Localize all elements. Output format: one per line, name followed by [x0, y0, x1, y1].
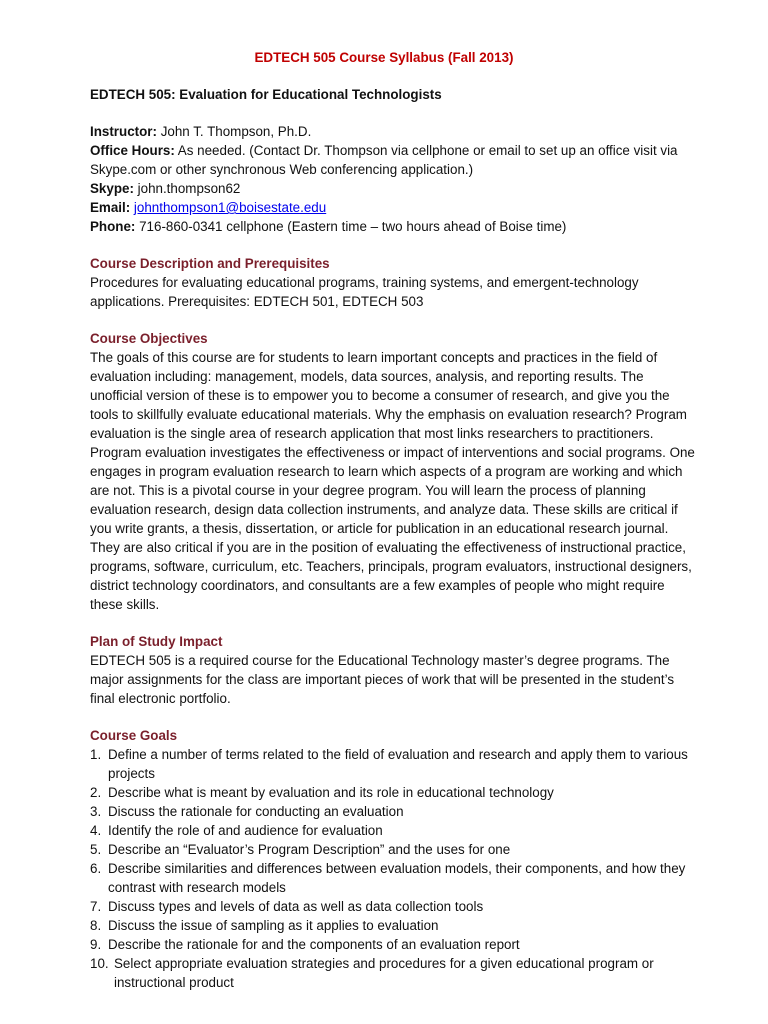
course-goals-list	[90, 745, 698, 992]
list-item	[90, 935, 698, 954]
list-item	[90, 859, 698, 897]
list-item	[90, 916, 698, 935]
instructor-info	[90, 122, 698, 236]
list-item	[90, 954, 698, 992]
course-title: EDTECH 505: Evaluation for Educational Technologists	[90, 87, 442, 102]
list-item-text: Identify the role of and audience for evaluation	[108, 823, 383, 838]
list-item	[90, 783, 698, 802]
document-title: EDTECH 505 Course Syllabus (Fall 2013)	[254, 50, 514, 65]
list-item-number: 9.	[90, 937, 102, 952]
skype-label: Skype:	[90, 181, 134, 196]
course-description-section	[90, 254, 698, 311]
office-hours-row	[90, 141, 698, 179]
phone-value: 716-860-0341 cellphone (Eastern time – two hours ahead of Boise time)	[135, 219, 567, 234]
list-item	[90, 840, 698, 859]
plan-of-study-section	[90, 632, 698, 708]
course-description-heading: Course Description and Prerequisites	[90, 256, 330, 271]
list-item-number: 6.	[90, 861, 102, 876]
list-item-number: 1.	[90, 747, 102, 762]
course-objectives-body: The goals of this course are for students to learn important concepts and practices in the field of evaluation including: management, models, data sources, analysis, and reporting results. The unofficial version of these is to empower you to become a consumer of research, and give you the tools to skillfully evaluate educational materials. Why the emphasis on evaluation research? Program evaluation is the single area of research application that most links researchers to practitioners. Program evaluation investigates the effectiveness or impact of interventions and social programs. One engages in program evaluation research to learn which aspects of a program are working and which are not. This is a pivotal course in your degree program. You will learn the process of planning evaluation research, design data collection instruments, and analyze data. These skills are critical if you write grants, a thesis, dissertation, or article for publication in an educational research journal. They are also critical if you are in the position of evaluating the effectiveness of instructional practice, programs, software, curriculum, etc. Teachers, principals, program evaluators, instructional designers, district technology coordinators, and consultants are a few examples of people who might require these skills.	[90, 350, 695, 612]
office-hours-value: As needed. (Contact Dr. Thompson via cellphone or email to set up an office visit via Skype.com or other synchronous Web conferencing application.)	[90, 143, 678, 177]
skype-row	[90, 179, 698, 198]
email-label: Email:	[90, 200, 131, 215]
email-row	[90, 198, 698, 217]
list-item	[90, 821, 698, 840]
instructor-label: Instructor:	[90, 124, 157, 139]
list-item-text: Define a number of terms related to the field of evaluation and research and apply them to various projects	[108, 747, 688, 781]
list-item	[90, 897, 698, 916]
list-item	[90, 745, 698, 783]
list-item-number: 2.	[90, 785, 102, 800]
course-goals-heading: Course Goals	[90, 728, 178, 743]
list-item-number: 5.	[90, 842, 102, 857]
course-description-body: Procedures for evaluating educational programs, training systems, and emergent-technology applications. Prerequisites: EDTECH 501, EDTECH 503	[90, 275, 639, 309]
course-goals-section	[90, 726, 698, 992]
instructor-value: John T. Thompson, Ph.D.	[156, 124, 312, 139]
list-item-text: Select appropriate evaluation strategies and procedures for a given educational program or instructional product	[114, 956, 654, 990]
course-objectives-section	[90, 329, 698, 614]
list-item-text: Describe what is meant by evaluation and its role in educational technology	[108, 785, 554, 800]
office-hours-label: Office Hours:	[90, 143, 175, 158]
list-item	[90, 802, 698, 821]
instructor-row	[90, 122, 698, 141]
list-item-text: Discuss the rationale for conducting an evaluation	[108, 804, 404, 819]
list-item-text: Describe the rationale for and the components of an evaluation report	[108, 937, 520, 952]
list-item-text: Describe an “Evaluator’s Program Description” and the uses for one	[108, 842, 511, 857]
plan-of-study-heading: Plan of Study Impact	[90, 634, 223, 649]
plan-of-study-body: EDTECH 505 is a required course for the Educational Technology master’s degree programs. The major assignments for the class are important pieces of work that will be presented in the student’s final electronic portfolio.	[90, 653, 675, 706]
list-item-number: 4.	[90, 823, 102, 838]
list-item-number: 7.	[90, 899, 102, 914]
list-item-text: Discuss types and levels of data as well as data collection tools	[108, 899, 484, 914]
skype-value: john.thompson62	[133, 181, 241, 196]
list-item-number: 3.	[90, 804, 102, 819]
list-item-text: Discuss the issue of sampling as it applies to evaluation	[108, 918, 439, 933]
list-item-text: Describe similarities and differences between evaluation models, their components, and how they contrast with research models	[108, 861, 686, 895]
list-item-number: 8.	[90, 918, 102, 933]
phone-label: Phone:	[90, 219, 136, 234]
course-objectives-heading: Course Objectives	[90, 331, 208, 346]
list-item-number: 10.	[90, 956, 109, 971]
phone-row	[90, 217, 698, 236]
email-link[interactable]: johnthompson1@boisestate.edu	[133, 200, 327, 215]
